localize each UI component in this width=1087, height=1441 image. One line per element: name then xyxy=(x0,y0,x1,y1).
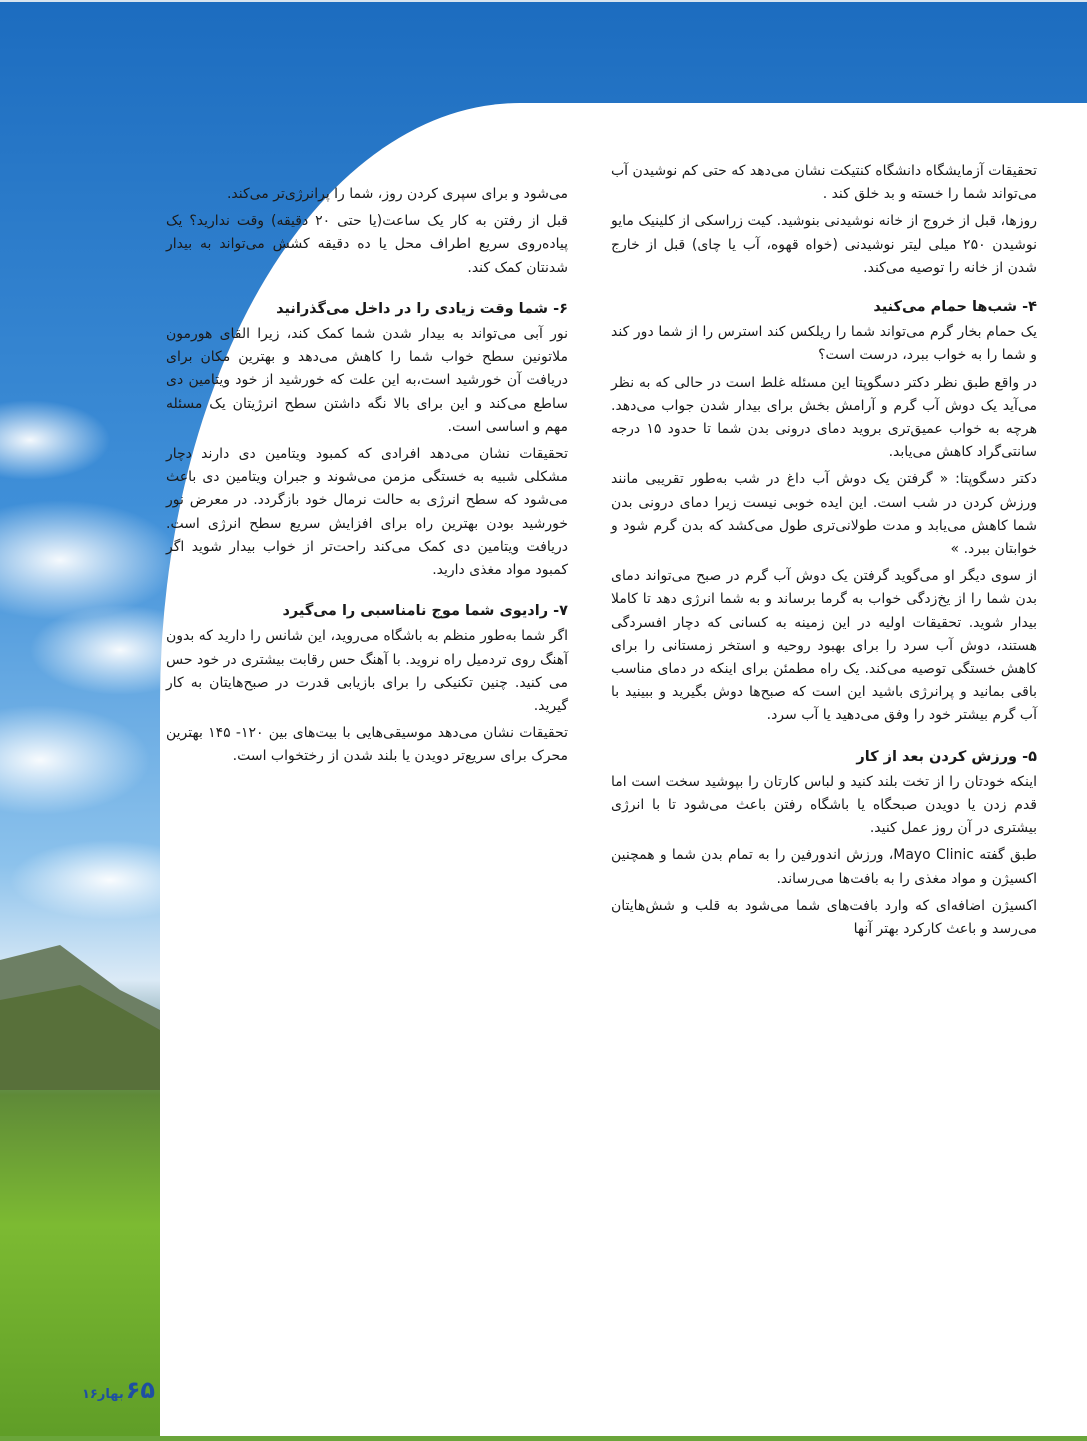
paragraph: روزها، قبل از خروج از خانه نوشیدنی بنوشید. کیت زراسکی از کلینیک مایو نوشیدن ۲۵۰ میلی لیتر نوشیدنی (خواه قهوه، آب یا چای) قبل از خارج شدن از خانه را توصیه می‌کند. xyxy=(611,213,1037,276)
paragraph: اکسیژن اضافه‌ای که وارد بافت‌های شما می‌شود به قلب و شش‌هایتان می‌رسد و باعث کارکرد بهتر آنها xyxy=(611,897,1037,938)
paragraph: قبل از رفتن به کار یک ساعت(یا حتی ۲۰ دقیقه) وقت ندارید؟ یک پیاده‌روی سریع اطراف محل یا ده دقیقه کشش می‌تواند به بیدار شدنتان کمک کند. xyxy=(166,213,568,276)
section-heading: ۷- رادیوی شما موج نامناسبی را می‌گیرد xyxy=(282,603,568,620)
issue-label: بهار۱۶ xyxy=(82,1387,124,1402)
paragraph: اگر شما به‌طور منظم به باشگاه می‌روید، این شانس را دارید که بدون آهنگ روی تردمیل راه نروید. با آهنگ حس رقابت بیشتری در خود حس می کنید. چنین تکنیکی را برای بازیابی قدرت در صبح‌هایتان به کار گیرید. xyxy=(166,628,568,715)
paragraph: یک حمام بخار گرم می‌تواند شما را ریلکس کند استرس را از شما دور کند و شما را به خواب ببرد، درست است؟ xyxy=(611,324,1037,364)
paragraph: دکتر دسگوپتا: « گرفتن یک دوش آب داغ در شب به‌طور تقریبی مانند ورزش کردن در شب است. این ایده خوبی نیست زیرا دمای درونی بدن شما کاهش می‌یابد و مدت طولانی‌تری طول می‌کشد که بدن گرم شود و خوابتان ببرد. » xyxy=(611,471,1037,558)
paragraph: تحقیقات آزمایشگاه دانشگاه کنتیکت نشان می‌دهد که حتی کم نوشیدن آب می‌تواند شما را خسته و بد خلق کند . xyxy=(611,163,1037,203)
article-column-left xyxy=(166,183,568,773)
section-heading: ۵- ورزش کردن بعد از کار xyxy=(856,748,1037,765)
article-column-right xyxy=(611,160,1037,945)
paragraph: از سوی دیگر او می‌گوید گرفتن یک دوش آب گرم در صبح می‌تواند دمای بدن شما را از یخ‌زدگی خواب به گرما برساند و به شما انرژی دهد تا کاملا بیدار شوید. تحقیقات اولیه در این زمینه به کسانی که دچار افسردگی هستند، دوش آب سرد را برای بهبود روحیه و استخر زمستانی را برای کاهش خستگی توصیه می‌کند. یک راه مطمئن برای اینکه در دمای مناسب باقی بمانید و پرانرژی باشید این است که صبح‌ها دوش بگیرید و ببینید با آب گرم بیشتر خود را وفق می‌دهید یا آب سرد. xyxy=(611,568,1037,724)
section-heading: ۴- شب‌ها حمام می‌کنید xyxy=(873,299,1037,316)
paragraph: تحقیقات نشان می‌دهد موسیقی‌هایی با بیت‌های بین ۱۲۰- ۱۴۵ بهترین محرک برای سریع‌تر دویدن یا بلند شدن از رختخواب است. xyxy=(166,725,568,765)
footer-divider xyxy=(0,1436,1087,1441)
paragraph: طبق گفته Mayo Clinic، ورزش اندورفین را به تمام بدن شما و همچنین اکسیژن و مواد مغذی را به بافت‌ها می‌رساند. xyxy=(611,847,1037,887)
top-border xyxy=(0,0,1087,2)
paragraph: می‌شود و برای سپری کردن روز، شما را پرانرژی‌تر می‌کند. xyxy=(226,186,568,202)
paragraph: در واقع طبق نظر دکتر دسگوپتا این مسئله غلط است در حالی که به نظر می‌آید یک دوش آب گرم و آرامش بخش برای بیدار شدن جواب می‌دهد. هرچه به خواب عمیق‌تری بروید دمای درونی بدن شما تا حدود ۱۵ درجه سانتی‌گراد کاهش می‌یابد. xyxy=(611,374,1038,461)
paragraph: نور آبی می‌تواند به بیدار شدن شما کمک کند، زیرا القای هورمون ملاتونین سطح خواب شما را کاهش می‌دهد و بهترین مکان برای دریافت آن خورشید است،به این علت که خورشید از خود ویتامین دی ساطع می‌کند و این برای بالا نگه داشتن سطح انرژیتان یک مسئله مهم و اساسی است. xyxy=(166,326,568,435)
section-heading: ۶- شما وقت زیادی را در داخل می‌گذرانید xyxy=(276,300,568,317)
page-footer xyxy=(82,1376,155,1404)
paragraph: تحقیقات نشان می‌دهد افرادی که کمبود ویتامین دی دارند دچار مشکلی شبیه به خستگی مزمن می‌شوند و جبران ویتامین دی باعث می‌شود که سطح انرژی به حالت نرمال خود بازگردد. در معرض نور خورشید بودن بهترین راه برای افزایش سریع سطح انرژی است. دریافت ویتامین دی کمک می‌کند راحت‌تر از خواب بیدار شوید اگر کمبود مواد مغذی دارید. xyxy=(166,446,568,579)
page-number: ۶۵ xyxy=(125,1376,156,1404)
paragraph: اینکه خودتان را از تخت بلند کنید و لباس کارتان را بپوشید سخت است اما قدم زدن یا دویدن صبحگاه یا باشگاه رفتن باعث می‌شود تا با انرژی بیشتری در آن روز عمل کنید. xyxy=(611,773,1037,837)
